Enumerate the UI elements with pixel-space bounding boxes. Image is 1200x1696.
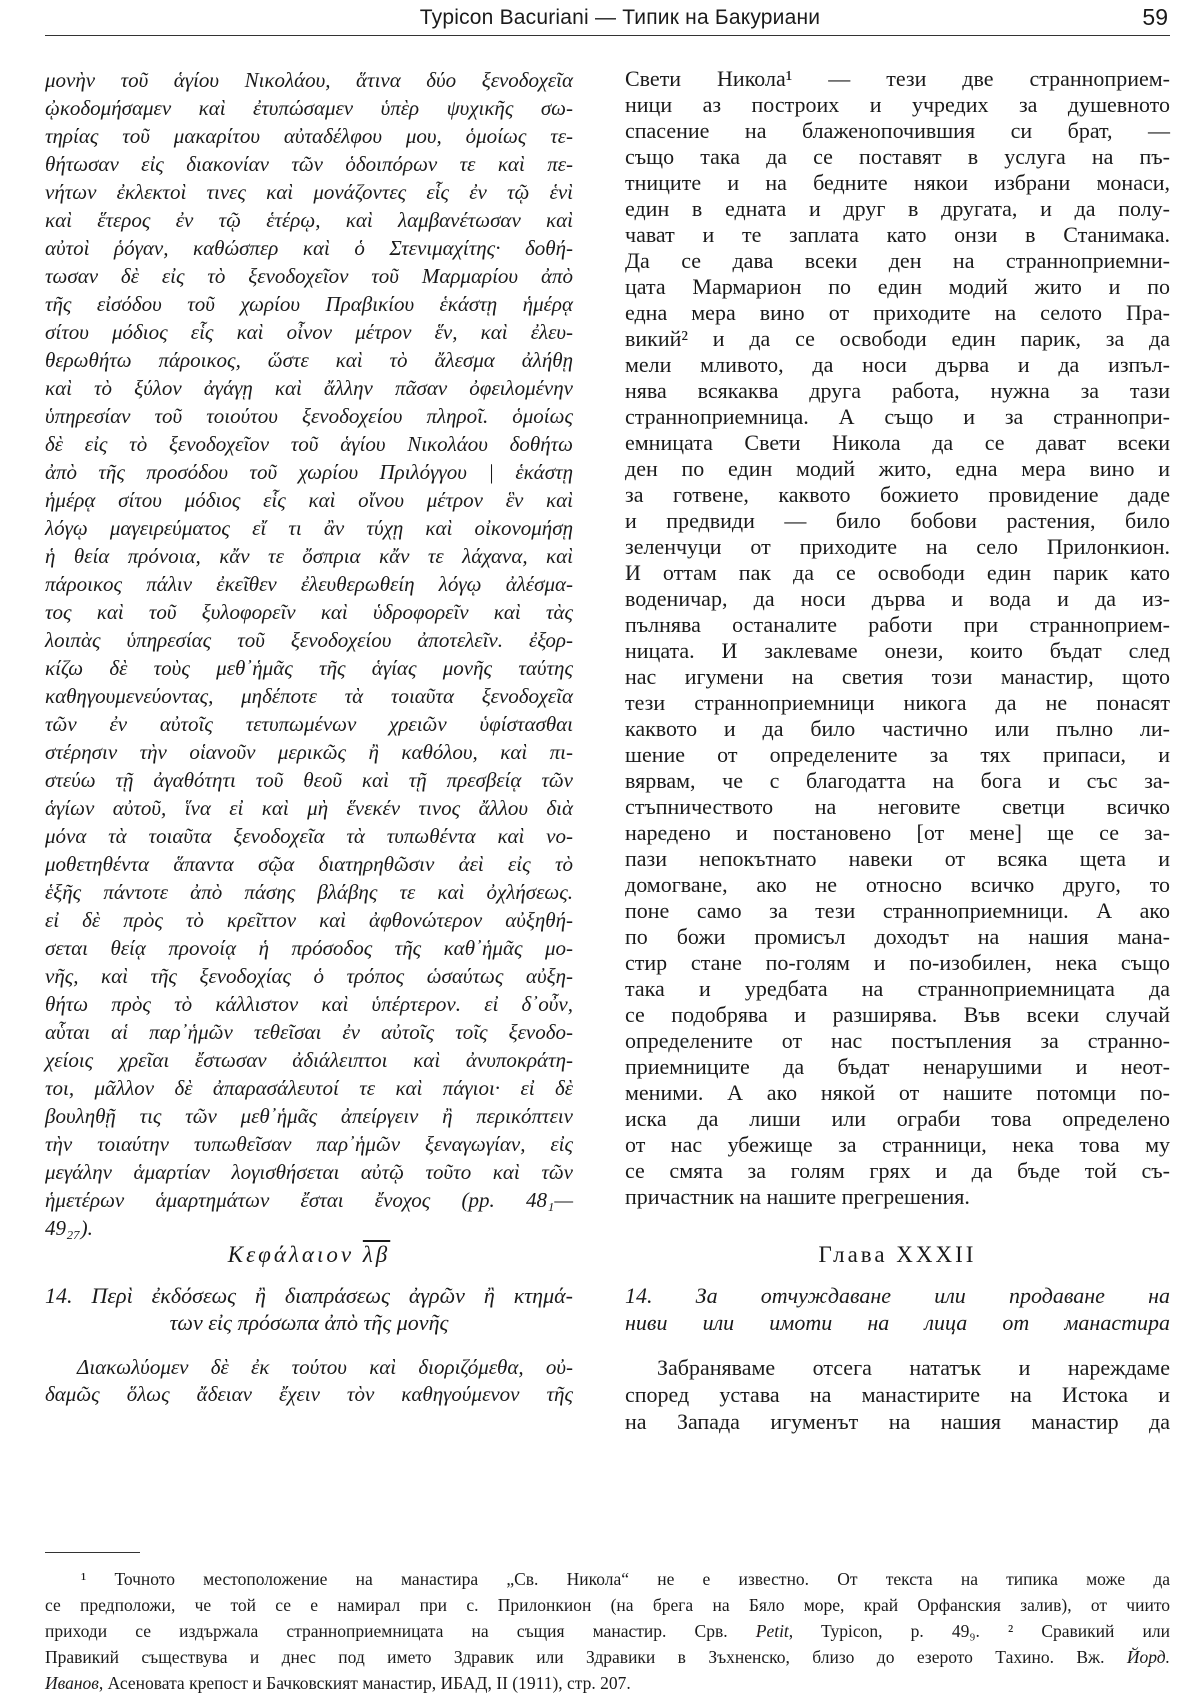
text-line: τωσαν δὲ εἰς τὸ ξενοδοχεῖον τοῦ Μαρμαρίου ἀπὸ [45,264,573,288]
text-line: κίζω δὲ τοὺς μεθ᾿ἡμᾶς τῆς ἁγίας μονῆς ταύτης [45,656,573,680]
text-line: ници аз построих и учредих за душевното [625,92,1170,117]
text-line: στεύω τῇ ἀγαθότητι τοῦ θεοῦ καὶ τῇ πρεσβείᾳ τῶν [45,768,573,792]
text-line: ᾠκοδομήσαμεν καὶ ἐτυπώσαμεν ὑπὲρ ψυχικῆς σω- [45,96,573,120]
page-number: 59 [1142,4,1168,30]
text-line: една мера вино от приходите на селото Пра- [625,300,1170,325]
text-line: за готвене, каквото божието провидение даде [625,482,1170,507]
text-line: Да се дава всеки ден на странноприемни- [625,248,1170,273]
greek-text-column [45,66,573,1242]
text-line: θήτω πρὸς τὸ κάλλιστον καὶ ὑπέρτερον. εἰ δ᾿οὖν, [45,992,573,1016]
running-header [0,2,1200,32]
footnote-text: Правикий съществува и днес под името Здравик или Здравики в Зъхненско, близо до езерото Тахино. Вж. [45,1647,1105,1667]
text-line: θερωθήτω πάροικος, ὥστε καὶ τὸ ἄλεσμα ἀλήθῃ [45,348,573,372]
footnote-line: ¹ Точното местоположение на манастира „Св. Никола“ не е известно. От текста на типика може да [81,1569,1170,1589]
text-line: σεται θείᾳ προνοίᾳ ἡ πρόσοδος τῆς καθ᾿ἡμᾶς μο- [45,936,573,960]
text-line: ἡ θεία πρόνοια, κἄν τε ὄσπρια κἄν τε λάχανα, καὶ [45,544,573,568]
chapter-numeral: $\overline{\lambda\beta}$ [362,1242,391,1267]
text-line: θήτωσαν εἰς διακονίαν τῶν ὁδοιπόρων τε καὶ πε- [45,152,573,176]
text-line: αὐτοὶ ῥόγαν, καθώσπερ καὶ ὁ Στενιμαχίτης· δοθή- [45,236,573,260]
section-title-line: ниви или имоти на лица от манастира [625,1310,1170,1335]
footnote-line: се предположи, че той се е намирал при с. Прилонкион (на брега на Бяло море, край Орфанския залив), от чиито [45,1595,1170,1615]
footnotes [45,1566,1170,1696]
chapter-heading-bulgarian: Глава XXXII [818,1242,977,1267]
text-line: стъпничеството на неговите светци всичко [625,794,1170,819]
text-line: νήτων ἐκλεκτοὶ τινες καὶ μονάζοντες εἷς ἐν τῷ ἑνὶ [45,180,573,204]
text-line: нас игумени на светия този манастир, щото [625,664,1170,689]
running-title: Typicon Bacuriani — Типик на Бакуриани [419,6,821,29]
text-line: каквото и да било частично или пълно ли- [625,716,1170,741]
author-name: Petit [755,1621,789,1641]
text-line: χείοις χρεῖαι ἔστωσαν ἀδιάλειπτοι καὶ ἀνυποκράτη- [45,1048,573,1072]
text-line: καὶ τὸ ξύλον ἀγάγῃ καὶ ἄλλην πᾶσαν ὀφειλομένην [45,376,573,400]
text-line: се смята за голям грях и да бъде той съ- [625,1158,1170,1183]
header-rule [45,35,1170,36]
text-line: на Запада игуменът на нашия манастир да [625,1409,1170,1434]
text-line: викий² и да се освободи един парик, за да [625,326,1170,351]
text-line: 49₂₇). [45,1216,93,1240]
text-line: λόγῳ μαγειρεύματος εἴ τι ἂν τύχῃ καὶ οἰκονομήσῃ [45,516,573,540]
text-line: приемниците да бъдат ненарушими и неот- [625,1054,1170,1079]
text-line: ἡμετέρων ἁμαρτημάτων ἔσται ἔνοχος (pp. 48₁— [45,1188,573,1212]
text-line: δαμῶς ὅλως ἄδειαν ἔχειν τὸν καθηγούμενον τῆς [45,1382,573,1406]
text-line: μεγάλην ἁμαρτίαν λογισθήσεται αὐτῷ τοῦτο καὶ τῶν [45,1160,573,1184]
text-line: причастник на нашите прегрешения. [625,1184,970,1209]
text-line: поне само за тези странноприемници. А ако [625,898,1170,923]
footnote-text: , Typicon, p. 49₉. ² Сравикий или [788,1621,1170,1641]
text-line: емницата Свети Никола да се дават всеки [625,430,1170,455]
text-line: домогване, ако не относно всичко друго, то [625,872,1170,897]
text-line: един в едната и друг в другата, и да полу- [625,196,1170,221]
text-line: Забраняваме отсега нататък и нареждаме [657,1355,1170,1380]
text-line: от нас убежище за странници, нека това му [625,1132,1170,1157]
section-title-line: 14. За отчуждаване или продаване на [625,1283,1170,1308]
text-line: И оттам пак да се освободи един парик като [625,560,1170,585]
text-line: нява всякаква друга работа, нужна за тази [625,378,1170,403]
text-line: Свети Никола¹ — тези две странноприем- [625,66,1170,91]
text-line: νῆς, καὶ τῆς ξενοδοχίας ὁ τρόπος ὡσαύτως αὐξη- [45,964,573,988]
text-line: меними. А ако някой от нашите потомци по- [625,1080,1170,1105]
text-line: τος καὶ τοῦ ξυλοφορεῖν καὶ ὑδροφορεῖν καὶ τὰς [45,600,573,624]
text-line: ἑξῆς πάντοτε ἀπὸ πάσης βλάβης τε καὶ ὀχλήσεως. [45,880,573,904]
text-line: тези странноприемници никога да не понасят [625,690,1170,715]
footnote-text: приходи се издържала странноприемницата на същия манастир. Срв. [45,1621,728,1641]
text-line: наредено и постановено [от мене] ще се за- [625,820,1170,845]
text-line: τὴν τοιαύτην τυπωθεῖσαν παρ᾿ἡμῶν ξεναγωγίαν, εἰς [45,1132,573,1156]
chapter-word: Κεφάλαιον [227,1242,355,1267]
text-line: също така да се поставят в услуга на пъ- [625,144,1170,169]
text-line: δὲ εἰς τὸ ξενοδοχεῖον τοῦ ἁγίου Νικολάου δοθήτω [45,432,573,456]
text-line: καὶ ἕτερος ἐν τῷ ἑτέρῳ, καὶ λαμβανέτωσαν καὶ [45,208,573,232]
text-line: шение от определените за тях припаси, и [625,742,1170,767]
text-line: εἰ δὲ πρὸς τὸ κρεῖττον καὶ ἀφθονώτερον αὐξηθή- [45,908,573,932]
author-name: Йорд. [1126,1647,1170,1667]
text-line: така и уредбата на странноприемницата да [625,976,1170,1001]
text-line: στέρησιν τὴν οἱανοῦν μερικῶς ἢ καθόλου, καὶ πι- [45,740,573,764]
text-line: σίτου μόδιος εἷς καὶ οἶνον μέτρον ἕν, καὶ ἐλευ- [45,320,573,344]
author-name: Иванов [45,1673,99,1693]
footnote-line [45,1644,1170,1670]
paragraph-bulgarian [625,1354,1170,1435]
text-line: μονὴν τοῦ ἁγίου Νικολάου, ἅτινα δύο ξενοδοχεῖα [45,68,573,92]
text-line: пази непокътнато навеки от всяка щета и [625,846,1170,871]
section-title-line: 14. Περὶ ἐκδόσεως ἢ διαπράσεως ἀγρῶν ἢ κτημά- [45,1283,573,1308]
text-line: стир стане по-голям и по-изобилен, нека също [625,950,1170,975]
text-line: ἡμέρᾳ σίτου μόδιος εἷς καὶ οἴνου μέτρον ἓν καὶ [45,488,573,512]
text-line: Διακωλύομεν δὲ ἐκ τούτου καὶ διοριζόμεθα, οὐ- [77,1355,573,1379]
text-line: спасение на блаженопочившия си брат, — [625,118,1170,143]
text-line: определените от нас постъпления за странно- [625,1028,1170,1053]
footnote-line [45,1670,1170,1696]
footnote-line [45,1618,1170,1644]
text-line: πάροικος πάλιν ἐκεῖθεν ἐλευθερωθείη λόγῳ ἀλέσμα- [45,572,573,596]
text-line: зеленчуци от приходите на село Прилонкион. [625,534,1170,559]
text-line: μόνα τὰ τοιαῦτα ξενοδοχεῖα τὰ τυπωθέντα καὶ νο- [45,824,573,848]
text-line: вярвам, че с благодатта на бога и със за- [625,768,1170,793]
text-line: καθηγουμενεύοντας, μηδέποτε τὰ τοιαῦτα ξενοδοχεῖα [45,684,573,708]
text-line: τῶν ἐν αὐτοῖς τετυπωμένων χρειῶν ὑφίστασθαι [45,712,573,736]
text-line: μοθετηθέντα ἅπαντα σῷα διατηρηθῶσιν ἀεὶ εἰς τὸ [45,852,573,876]
text-line: се подобрява и разширява. Във всеки случай [625,1002,1170,1027]
text-line: цата Мармарион по един модий жито и по [625,274,1170,299]
text-line: ἁγίων αὐτοῦ, ἵνα εἰ καὶ μὴ ἕνεκέν τινος ἄλλου διὰ [45,796,573,820]
section-title-line: των εἰς πρόσωπα ἀπὸ τῆς μονῆς [169,1310,449,1335]
text-line: и предвиди — било бобови растения, било [625,508,1170,533]
text-line: по божи промисъл доходът на нашия мана- [625,924,1170,949]
chapter-heading-greek [45,1242,573,1268]
text-line: ὑπηρεσίαν τοῦ τοιούτου ξενοδοχείου πληροῖ. ὁμοίως [45,404,573,428]
text-line: λοιπὰς ὑπηρεσίας τοῦ ξενοδοχείου ἀποτελεῖν. ἐξορ- [45,628,573,652]
section-title-bulgarian [625,1282,1170,1336]
footnote-rule [45,1552,140,1553]
footnote-text: , Асеновата крепост и Бачковският манастир, ИБАД, II (1911), стр. 207. [98,1673,631,1693]
bulgarian-text-column [625,66,1170,1210]
text-line: ден по един модий жито, една мера вино и [625,456,1170,481]
text-line: тниците и на бедните някои избрани монаси, [625,170,1170,195]
text-line: τηρίας τοῦ μακαρίτου αὐταδέλφου μου, ὁμοίως τε- [45,124,573,148]
text-line: τοι, μᾶλλον δὲ ἀπαρασάλευτοί τε καὶ πάγιοι· εἰ δὲ [45,1076,573,1100]
section-title-greek [45,1282,573,1336]
text-line: τῆς εἰσόδου τοῦ χωρίου Πραβικίου ἑκάστῃ ἡμέρᾳ [45,292,573,316]
text-line: αὗται αἱ παρ᾿ἡμῶν τεθεῖσαι ἐν αὐτοῖς τοῖς ξενοδο- [45,1020,573,1044]
text-line: ницата. И заклеваме онези, които бъдат след [625,638,1170,663]
text-line: воденичар, да носи дърва и вода и да из- [625,586,1170,611]
text-line: според устава на манастирите на Истока и [625,1382,1170,1407]
text-line: странноприемница. А също и за страннопри- [625,404,1170,429]
text-line: βουληθῇ τις τῶν μεθ᾿ἡμᾶς ἀπείργειν ἢ περικόπτειν [45,1104,573,1128]
text-line: ἀπὸ τῆς προσόδου τοῦ χωρίου Πριλόγγου | ἑκάστῃ [45,460,573,484]
text-line: мели мливото, да носи дърва и да изпъл- [625,352,1170,377]
text-line: чават и те заплата като онзи в Станимака. [625,222,1170,247]
text-line: иска да лиши или ограби това определено [625,1106,1170,1131]
text-line: пълнява останалите работи при странноприем- [625,612,1170,637]
paragraph-greek [45,1354,573,1408]
